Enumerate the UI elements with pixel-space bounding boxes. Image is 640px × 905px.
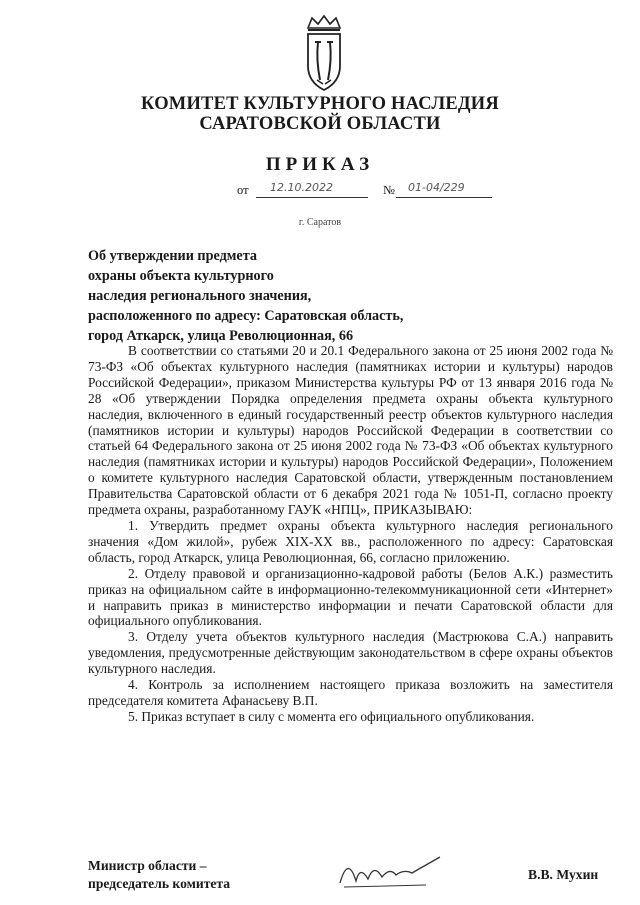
signer-name: В.В. Мухин	[528, 867, 599, 882]
number-prefix: №	[383, 183, 395, 197]
document-type: ПРИКАЗ	[265, 154, 375, 175]
order-item-5: 5. Приказ вступает в силу с момента его официального опубликования.	[128, 708, 535, 724]
handwritten-signature-icon	[330, 845, 450, 895]
order-item-4: 4. Контроль за исполнением настоящего приказа возложить на заместителя председателя комитета Афанасьеву В.П.	[88, 677, 613, 708]
date-prefix: от	[237, 183, 249, 197]
document-body	[88, 343, 613, 725]
org-name-line2: САРАТОВСКОЙ ОБЛАСТИ	[199, 114, 441, 134]
city-label: г. Саратов	[298, 217, 342, 228]
org-name-line1: КОМИТЕТ КУЛЬТУРНОГО НАСЛЕДИЯ	[141, 94, 499, 114]
preamble-paragraph: В соответствии со статьями 20 и 20.1 Федерального закона от 25 июня 2002 года № 73-ФЗ «Об объектах культурного наследия (памятниках истории и культуры) народов Российской Федерации», приказом Министерства культуры РФ от 13 января 2016 года № 28 «Об утверждении Порядка определения предмета охраны объекта культурного наследия, включенного в единый государственный реестр объектов культурного наследия (памятников истории и культуры) народов Российской Федерации в соответствии со статьей 64 Федерального закона от 25 июня 2002 года № 73-ФЗ «Об объектах культурного наследия (памятниках истории и культуры) народов Российской Федерации», Положением о комитете культурного наследия Саратовской области, утвержденным постановлением Правительства Саратовской области от 6 декабря 2021 года № 1051-П, согласно проекту предмета охраны, разработанному ГАУК «НПЦ», ПРИКАЗЫВАЮ:	[88, 343, 613, 518]
subject-line: город Аткарск, улица Революционная, 66	[88, 328, 354, 344]
subject-line: охраны объекта культурного	[88, 268, 274, 284]
order-item-3: 3. Отделу учета объектов культурного наследия (Мастрюкова С.А.) направить уведомления, предусмотренные действующим законодательством в сфере охраны объектов культурного наследия.	[88, 629, 613, 677]
signer-position-line2: председатель комитета	[88, 876, 231, 891]
signer-position-line1: Министр области –	[88, 858, 207, 873]
subject-line: Об утверждении предмета	[88, 248, 257, 264]
order-item-1: 1. Утвердить предмет охраны объекта культурного наследия регионального значения «Дом жилой», рубеж XIX-XX вв., расположенного по адресу: Саратовская область, город Аткарск, улица Революционная, 66, согласно приложению.	[88, 517, 613, 565]
subject-line: расположенного по адресу: Саратовская область,	[88, 308, 404, 324]
date-value: 12.10.2022	[270, 181, 333, 194]
document-subject	[88, 246, 403, 346]
saratov-coat-of-arms-icon	[300, 14, 348, 96]
order-item-2: 2. Отделу правовой и организационно-кадровой работы (Белов А.К.) разместить приказ на официальном сайте в информационно-телекоммуникационной сети «Интернет» и направить приказ в министерство информации и печати Саратовской области для официального опубликования.	[88, 565, 613, 629]
subject-line: наследия регионального значения,	[88, 288, 312, 304]
number-value: 01-04/229	[408, 181, 465, 194]
signer-position	[88, 857, 230, 893]
